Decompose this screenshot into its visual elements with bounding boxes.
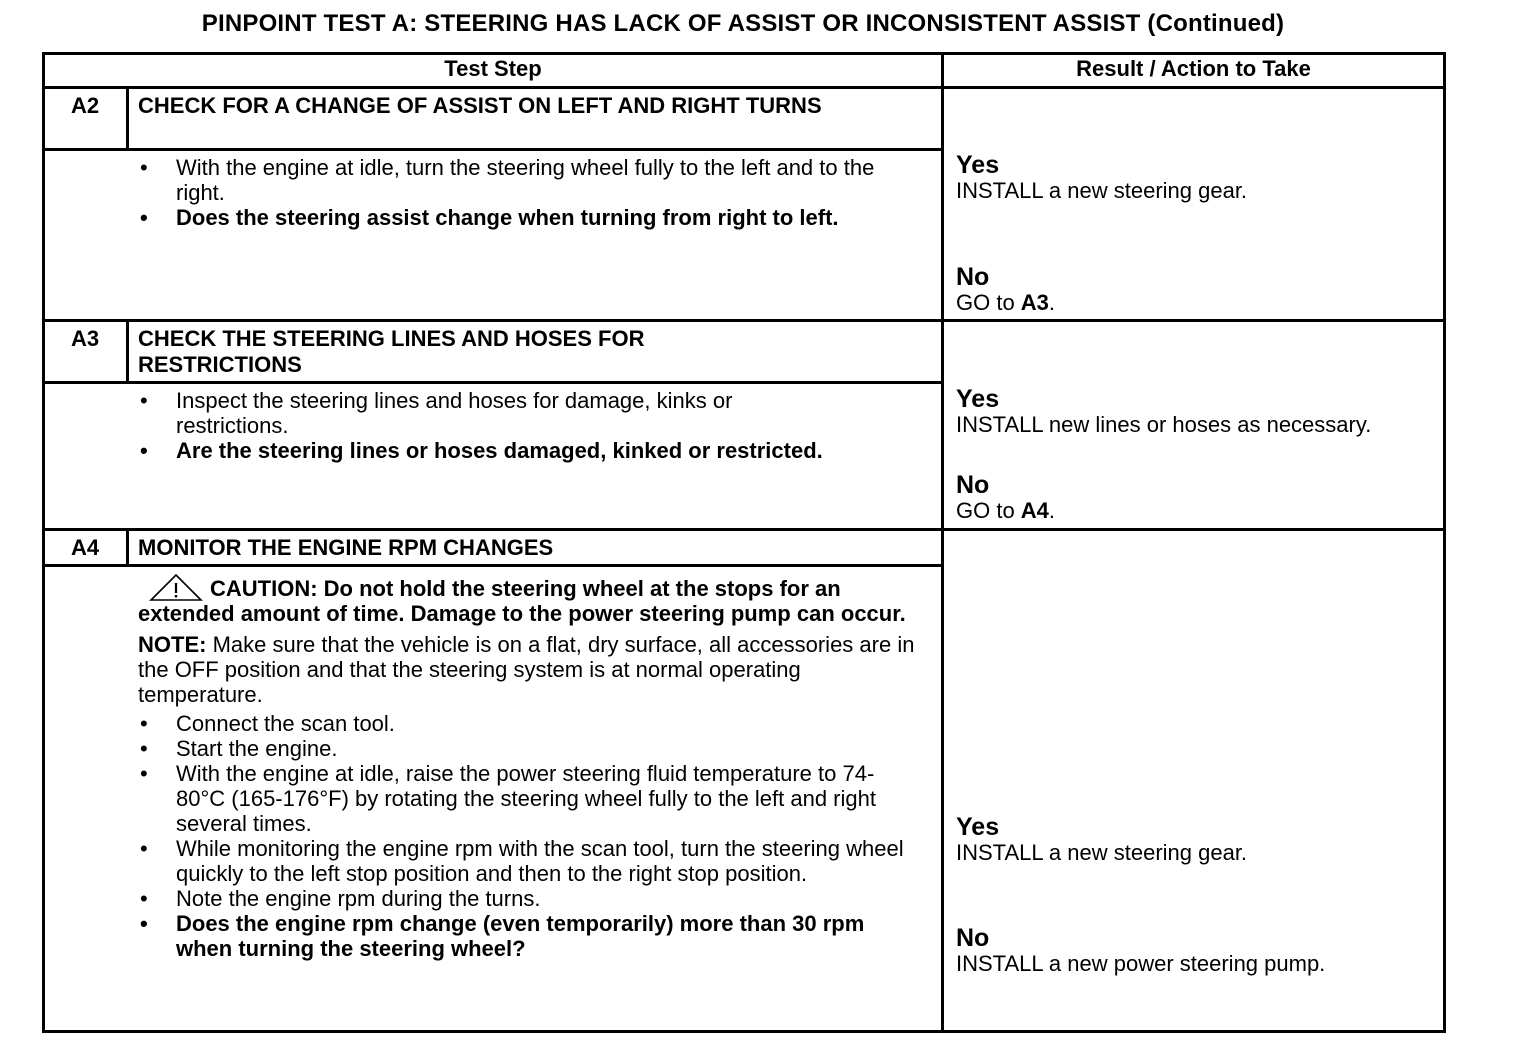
- column-divider: [941, 52, 944, 1033]
- list-item: • Inspect the steering lines and hoses for damage, kinks or restrictions.: [138, 388, 838, 438]
- no-action-text: GO to: [956, 498, 1021, 523]
- a2-id-divider: [126, 86, 129, 151]
- yes-action: INSTALL new lines or hoses as necessary.: [956, 412, 1372, 437]
- caution-block: [138, 576, 923, 626]
- list-item: • With the engine at idle, turn the steering wheel fully to the left and to the right.: [138, 155, 928, 205]
- step-body-a2: [138, 155, 928, 230]
- a2-title-divider: [42, 148, 942, 151]
- list-item: • While monitoring the engine rpm with the scan tool, turn the steering wheel quickly to the left stop position and then to the right stop position.: [138, 836, 923, 886]
- yes-label: Yes: [956, 813, 1000, 841]
- table-right-border: [1443, 52, 1446, 1033]
- list-item-question: • Does the steering assist change when turning from right to left.: [138, 205, 928, 230]
- no-label: No: [956, 263, 990, 291]
- list-item: • With the engine at idle, raise the power steering fluid temperature to 74-80°C (165-176°F) by rotating the steering wheel fully to the left and right several times.: [138, 761, 923, 836]
- no-label: No: [956, 471, 990, 499]
- step-body-a3: [138, 388, 838, 463]
- header-divider: [42, 86, 1446, 89]
- a3-title-divider: [42, 381, 942, 384]
- step-title-a3: CHECK THE STEERING LINES AND HOSES FOR RESTRICTIONS: [138, 326, 645, 377]
- header-test-step: Test Step: [444, 56, 542, 81]
- warning-triangle-icon: [148, 572, 204, 604]
- step-title-a4: MONITOR THE ENGINE RPM CHANGES: [138, 535, 554, 560]
- table-top-border: [42, 52, 1446, 55]
- result-a4-yes: [956, 814, 1436, 865]
- a4-title-divider: [42, 564, 942, 567]
- list-item: • Start the engine.: [138, 736, 923, 761]
- note-text: Make sure that the vehicle is on a flat, dry surface, all accessories are in the OFF position and that the steering system is at normal operating temperature.: [138, 632, 915, 707]
- a4-id-divider: [126, 528, 129, 567]
- step-id-a4: A4: [70, 535, 100, 560]
- yes-label: Yes: [956, 385, 1000, 413]
- result-a2-no: [956, 264, 1436, 315]
- step-id-a2: A2: [70, 93, 100, 118]
- no-action-suffix: .: [1048, 498, 1056, 523]
- no-action: [956, 290, 1436, 315]
- no-action-suffix: .: [1048, 290, 1056, 315]
- row-divider-a3: [42, 528, 1446, 531]
- no-label: No: [956, 924, 990, 952]
- a3-id-divider: [126, 319, 129, 384]
- result-a3-no: [956, 472, 1436, 523]
- list-item: • Note the engine rpm during the turns.: [138, 886, 923, 911]
- table-bottom-border: [42, 1030, 1446, 1033]
- no-action-step-ref[interactable]: A4: [1020, 498, 1049, 523]
- note-label: NOTE:: [138, 632, 207, 657]
- no-action-text: GO to: [956, 290, 1021, 315]
- result-a2-yes: [956, 152, 1436, 203]
- no-action: INSTALL a new power steering pump.: [956, 951, 1326, 976]
- step-id-a3: A3: [70, 326, 100, 351]
- yes-label: Yes: [956, 151, 1000, 179]
- page-title: PINPOINT TEST A: STEERING HAS LACK OF ASSIST OR INCONSISTENT ASSIST (Continued): [201, 10, 1285, 37]
- note-block: [138, 632, 923, 707]
- step-body-a4: [138, 576, 923, 961]
- result-a3-yes: [956, 386, 1376, 437]
- step-title-a2: CHECK FOR A CHANGE OF ASSIST ON LEFT AND RIGHT TURNS: [138, 93, 822, 118]
- yes-action: INSTALL a new steering gear.: [956, 178, 1248, 203]
- header-result: Result / Action to Take: [1076, 56, 1311, 81]
- no-action: [956, 498, 1436, 523]
- yes-action: INSTALL a new steering gear.: [956, 840, 1248, 865]
- list-item-question: • Are the steering lines or hoses damaged, kinked or restricted.: [138, 438, 838, 463]
- row-divider-a2: [42, 319, 1446, 322]
- result-a4-no: [956, 925, 1436, 976]
- list-item-question: • Does the engine rpm change (even temporarily) more than 30 rpm when turning the steering wheel?: [138, 911, 923, 961]
- caution-text: CAUTION: Do not hold the steering wheel at the stops for an extended amount of time. Damage to the power steering pump can occur.: [138, 576, 906, 626]
- no-action-step-ref[interactable]: A3: [1020, 290, 1049, 315]
- list-item: • Connect the scan tool.: [138, 711, 923, 736]
